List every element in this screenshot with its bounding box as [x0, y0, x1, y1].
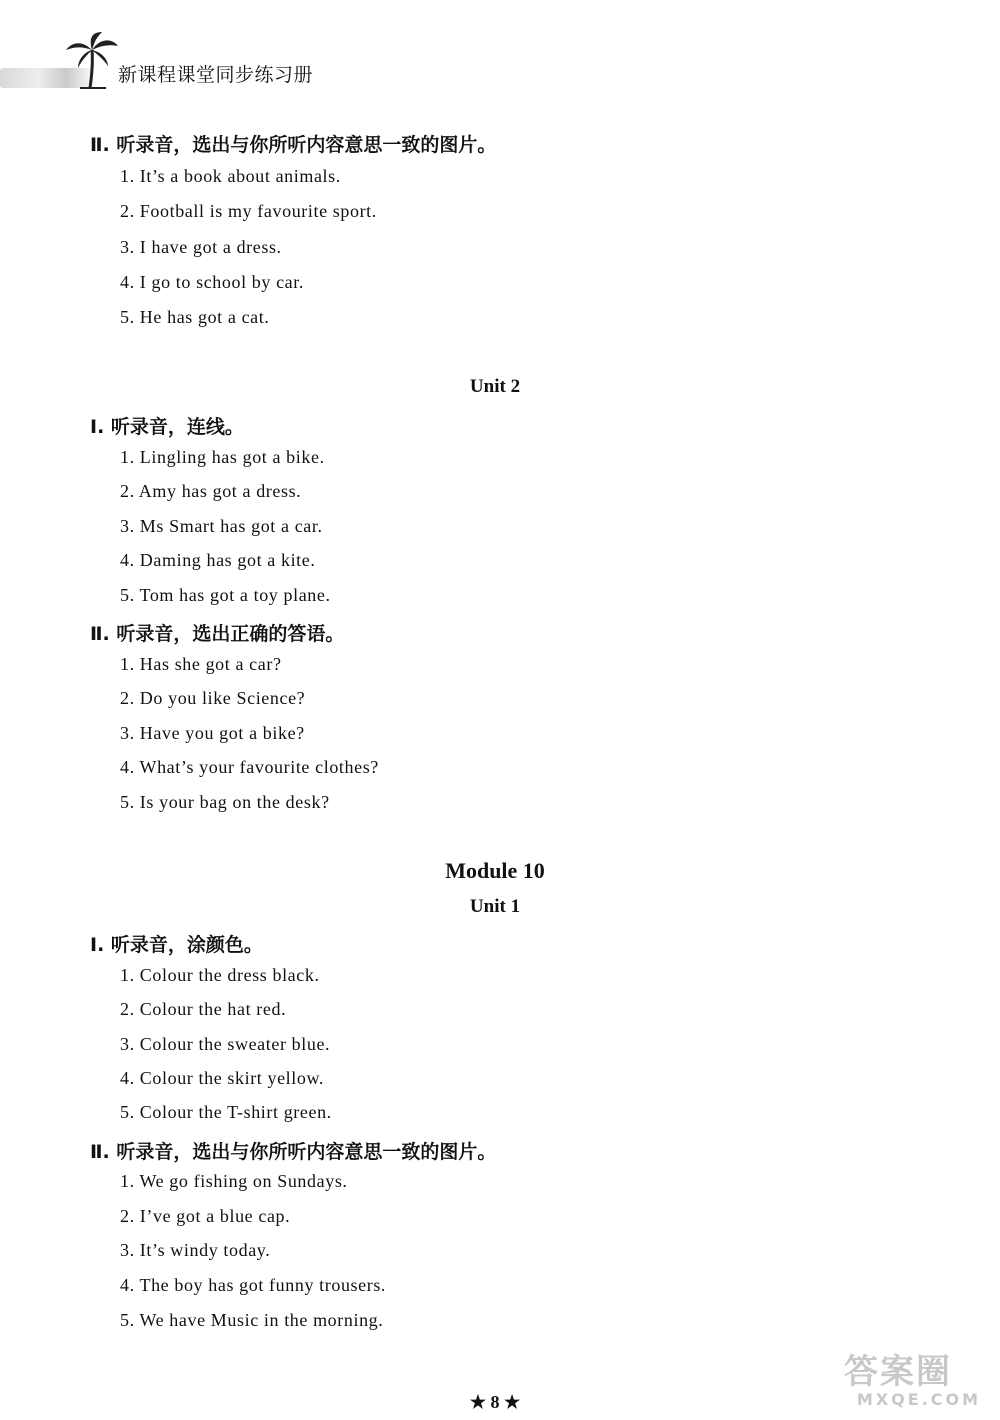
book-title: 新课程课堂同步练习册: [118, 64, 314, 86]
listening-item: 2. Amy has got a dress.: [120, 481, 302, 501]
section-instruction: Ⅱ. 听录音，选出正确的答语。: [90, 623, 345, 645]
listening-item: 3. I have got a dress.: [120, 237, 282, 257]
listening-item: 4. What’s your favourite clothes?: [120, 757, 379, 777]
listening-item: 5. He has got a cat.: [120, 307, 270, 327]
listening-item: 1. We go fishing on Sundays.: [120, 1171, 348, 1191]
listening-item: 2. Football is my favourite sport.: [120, 201, 377, 221]
listening-item: 4. Daming has got a kite.: [120, 550, 316, 570]
listening-item: 4. I go to school by car.: [120, 272, 304, 292]
listening-item: 3. Ms Smart has got a car.: [120, 516, 323, 536]
watermark-logo: [844, 1354, 994, 1414]
palm-tree-icon: [62, 30, 122, 90]
listening-item: 4. The boy has got funny trousers.: [120, 1275, 387, 1295]
watermark-text: 答案圈: [844, 1352, 952, 1392]
listening-item: 4. Colour the skirt yellow.: [120, 1068, 325, 1088]
watermark-url: MXQE.COM: [856, 1390, 982, 1409]
section-instruction: Ⅰ. 听录音，连线。: [90, 416, 244, 438]
page-header: [0, 30, 420, 100]
listening-item: 3. Have you got a bike?: [120, 723, 305, 743]
listening-item: 2. I’ve got a blue cap.: [120, 1206, 291, 1226]
section-instruction: Ⅱ. 听录音，选出与你所听内容意思一致的图片。: [90, 1141, 497, 1163]
listening-item: 1. It’s a book about animals.: [120, 166, 341, 186]
listening-item: 3. Colour the sweater blue.: [120, 1034, 331, 1054]
section-instruction: Ⅱ. 听录音，选出与你所听内容意思一致的图片。: [90, 134, 497, 156]
listening-item: 5. We have Music in the morning.: [120, 1310, 384, 1330]
module-heading: Module 10: [445, 858, 545, 883]
listening-item: 5. Colour the T-shirt green.: [120, 1102, 332, 1122]
listening-item: 5. Is your bag on the desk?: [120, 792, 330, 812]
unit-heading: Unit 2: [469, 376, 521, 397]
listening-item: 3. It’s windy today.: [120, 1240, 271, 1260]
listening-item: 1. Has she got a car?: [120, 654, 282, 674]
listening-item: 2. Do you like Science?: [120, 688, 306, 708]
page-number: ★ 8 ★: [469, 1392, 521, 1412]
listening-item: 5. Tom has got a toy plane.: [120, 585, 331, 605]
unit-heading: Unit 1: [469, 896, 521, 917]
listening-item: 1. Lingling has got a bike.: [120, 447, 325, 467]
section-instruction: Ⅰ. 听录音，涂颜色。: [90, 934, 263, 956]
listening-item: 2. Colour the hat red.: [120, 999, 287, 1019]
listening-item: 1. Colour the dress black.: [120, 965, 320, 985]
